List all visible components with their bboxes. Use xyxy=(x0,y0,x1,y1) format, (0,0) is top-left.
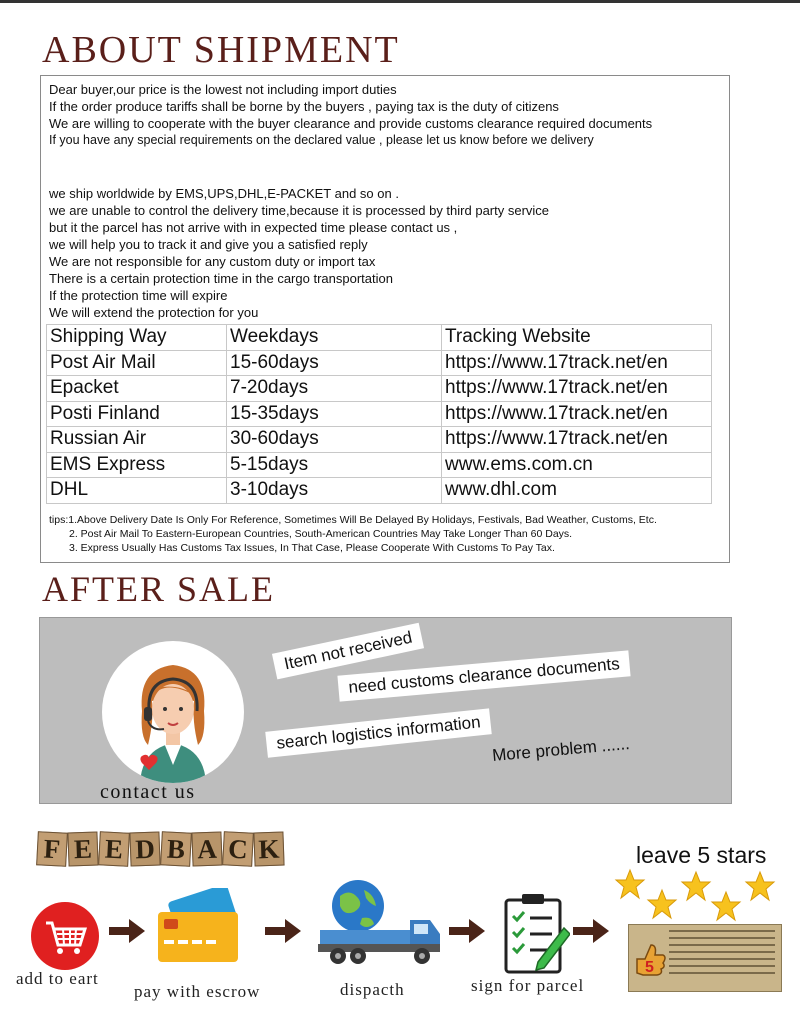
column-header: Tracking Website xyxy=(442,325,712,351)
more-problem-label: More problem ...... xyxy=(491,734,631,765)
feedback-letter: B xyxy=(160,831,192,867)
shopping-cart-icon xyxy=(30,901,100,971)
five-stars-icon xyxy=(612,866,782,926)
table-cell: DHL xyxy=(47,478,227,504)
logistics-info-tag: search logistics information xyxy=(265,708,492,757)
support-agent-icon xyxy=(102,641,244,783)
feedback-letter: F xyxy=(36,831,68,867)
arrow-right-icon xyxy=(109,919,145,943)
table-header-row xyxy=(47,325,712,351)
feedback-note-image xyxy=(628,924,782,992)
shipping-table xyxy=(46,324,712,504)
arrow-right-icon xyxy=(573,919,609,943)
clipboard-checklist-icon xyxy=(500,892,570,976)
table-cell: Epacket xyxy=(47,376,227,402)
column-header: Weekdays xyxy=(227,325,442,351)
thumbs-up-five-icon xyxy=(633,941,667,981)
note-line: but it the parcel has not arrive with in expected time please contact us , xyxy=(49,220,458,235)
intro-line: Dear buyer,our price is the lowest not including import duties xyxy=(49,82,397,97)
note-line: If the protection time will expire xyxy=(49,288,228,303)
table-cell: 5-15days xyxy=(227,452,442,478)
feedback-title xyxy=(37,832,285,866)
table-row xyxy=(47,376,712,402)
step-label-sign: sign for parcel xyxy=(471,976,585,995)
table-row xyxy=(47,401,712,427)
arrow-right-icon xyxy=(449,919,485,943)
delivery-truck-icon xyxy=(314,876,444,972)
credit-card-icon xyxy=(150,888,246,968)
table-cell: https://www.17track.net/en xyxy=(442,376,712,402)
table-cell: https://www.17track.net/en xyxy=(442,427,712,453)
table-cell: EMS Express xyxy=(47,452,227,478)
about-shipment-heading: ABOUT SHIPMENT xyxy=(42,29,400,71)
note-text-lines xyxy=(669,930,775,979)
table-cell: 15-35days xyxy=(227,401,442,427)
feedback-letter: A xyxy=(191,831,222,866)
table-row xyxy=(47,452,712,478)
top-border xyxy=(0,0,800,3)
table-row xyxy=(47,478,712,504)
column-header: Shipping Way xyxy=(47,325,227,351)
table-cell: 3-10days xyxy=(227,478,442,504)
table-cell: https://www.17track.net/en xyxy=(442,350,712,376)
step-label-cart: add to eart xyxy=(16,969,99,988)
table-row xyxy=(47,427,712,453)
note-line: we are unable to control the delivery time,because it is processed by third party service xyxy=(49,203,550,218)
after-sale-heading: AFTER SALE xyxy=(42,569,276,609)
table-cell: Russian Air xyxy=(47,427,227,453)
step-label-dispatch: dispacth xyxy=(340,980,405,999)
item-not-received-tag: Item not received xyxy=(272,623,425,680)
table-cell: Posti Finland xyxy=(47,401,227,427)
feedback-letter: E xyxy=(67,831,98,866)
feedback-letter: D xyxy=(129,831,160,866)
intro-line: We are willing to cooperate with the buyer clearance and provide customs clearance required documents xyxy=(49,116,653,131)
table-cell: www.dhl.com xyxy=(442,478,712,504)
note-line: There is a certain protection time in the cargo transportation xyxy=(49,271,393,286)
feedback-letter: K xyxy=(253,831,284,866)
customs-documents-tag: need customs clearance documents xyxy=(337,650,630,701)
feedback-letter: E xyxy=(98,831,130,867)
intro-line: If the order produce tariffs shall be borne by the buyers , paying tax is the duty of citizens xyxy=(49,99,559,114)
table-row xyxy=(47,350,712,376)
table-cell: 7-20days xyxy=(227,376,442,402)
table-cell: 30-60days xyxy=(227,427,442,453)
feedback-letter: C xyxy=(222,831,254,867)
note-line: we ship worldwide by EMS,UPS,DHL,E-PACKET and so on . xyxy=(49,186,399,201)
after-sale-panel xyxy=(39,617,732,804)
contact-us-label[interactable]: contact us xyxy=(100,781,196,803)
note-line: We are not responsible for any custom duty or import tax xyxy=(49,254,376,269)
step-label-pay: pay with escrow xyxy=(134,982,261,1001)
note-line: we will help you to track it and give you a satisfied reply xyxy=(49,237,368,252)
tip-line: 3. Express Usually Has Customs Tax Issues, In That Case, Please Cooperate With Customs To Pay Tax. xyxy=(69,542,555,554)
table-cell: www.ems.com.cn xyxy=(442,452,712,478)
customer-service-avatar xyxy=(102,641,244,783)
shipment-info-box xyxy=(40,75,730,563)
tip-line: 2. Post Air Mail To Eastern-European Countries, South-American Countries May Take Longer Than 60 Days. xyxy=(69,528,573,540)
note-line: We will extend the protection for you xyxy=(49,305,259,320)
tip-line: tips:1.Above Delivery Date Is Only For Reference, Sometimes Will Be Delayed By Holidays, Festivals, Bad Weather, Customs, Etc. xyxy=(49,514,657,526)
table-cell: 15-60days xyxy=(227,350,442,376)
svg-text:5: 5 xyxy=(645,959,654,976)
intro-line: If you have any special requirements on the declared value , please let us know before we delivery xyxy=(49,133,594,147)
arrow-right-icon xyxy=(265,919,301,943)
table-cell: Post Air Mail xyxy=(47,350,227,376)
table-cell: https://www.17track.net/en xyxy=(442,401,712,427)
leave-stars-label: leave 5 stars xyxy=(636,842,767,868)
